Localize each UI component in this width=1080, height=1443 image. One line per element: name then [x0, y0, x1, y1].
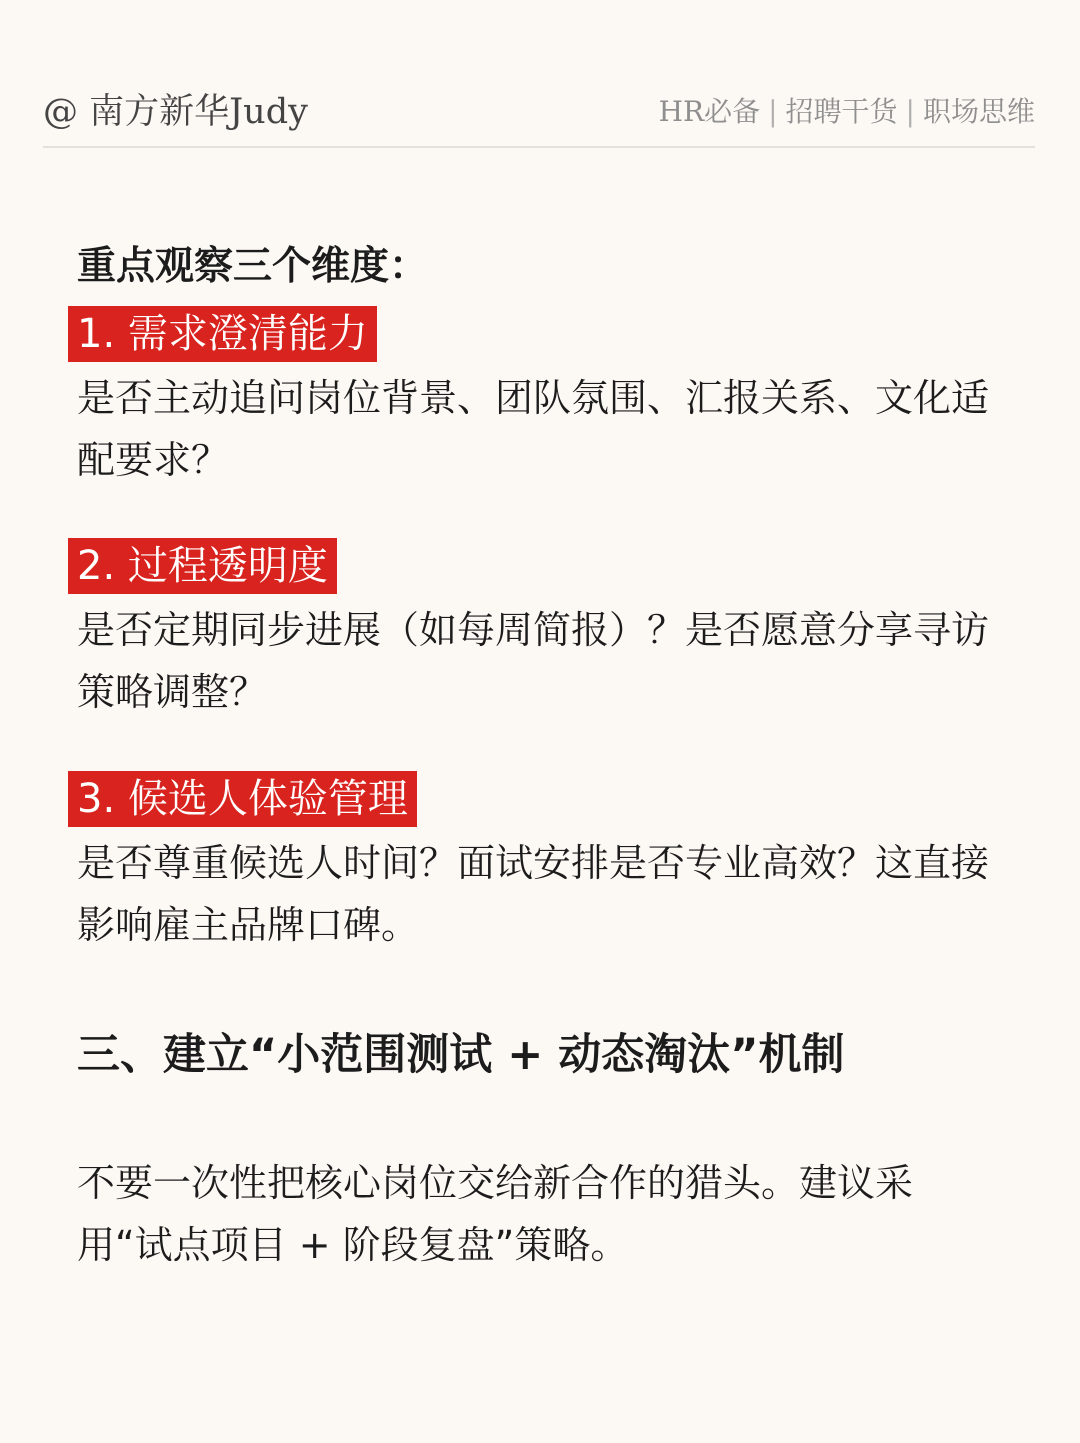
tag-separator: |: [768, 95, 778, 128]
dimension-text-2: 是否定期同步进展（如每周简报）？是否愿意分享寻访策略调整？: [77, 608, 990, 714]
tag-separator: |: [905, 95, 915, 128]
dimension-text-3: 是否尊重候选人时间？面试安排是否专业高效？这直接影响雇主品牌口碑。: [77, 841, 990, 947]
dimension-label-2: 2. 过程透明度: [68, 538, 337, 594]
section-title: 三、建立“小范围测试 + 动态淘汰”机制: [77, 1030, 845, 1080]
tag-list: [659, 92, 1035, 132]
header: [43, 84, 1035, 148]
intro-heading: 重点观察三个维度：: [77, 244, 429, 289]
author-handle: @ 南方新华Judy: [43, 92, 308, 132]
tag-career: 职场思维: [922, 95, 1035, 128]
dimension-label-1: 1. 需求澄清能力: [68, 306, 377, 362]
dimension-label-3: 3. 候选人体验管理: [68, 771, 417, 827]
dimension-text-1: 是否主动追问岗位背景、团队氛围、汇报关系、文化适配要求？: [77, 376, 990, 482]
section-text: 不要一次性把核心岗位交给新合作的猎头。建议采用“试点项目 + 阶段复盘”策略。: [77, 1161, 914, 1267]
tag-hr: HR必备: [658, 95, 761, 128]
tag-recruiting: 招聘干货: [785, 95, 898, 128]
